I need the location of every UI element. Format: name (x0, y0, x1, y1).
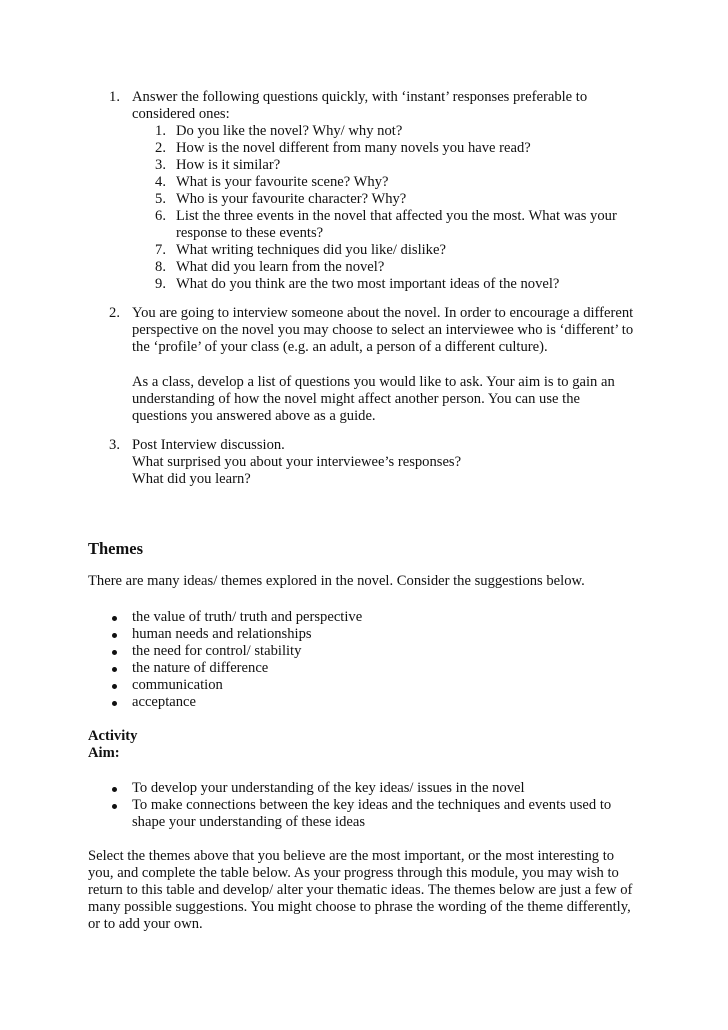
theme-item: the nature of difference (132, 660, 269, 676)
q1-number: 1. (109, 89, 120, 105)
q1-line2: considered ones: (132, 106, 230, 122)
q1-sub-text: What writing techniques did you like/ dislike? (176, 242, 446, 258)
q1-sub-number: 9. (155, 276, 166, 292)
q1-sub-text: Who is your favourite character? Why? (176, 191, 407, 207)
bullet-icon (112, 684, 117, 689)
q3-number: 3. (109, 437, 120, 453)
closing-line: or to add your own. (88, 916, 203, 932)
bullet-icon (112, 650, 117, 655)
q2-line: You are going to interview someone about the novel. In order to encourage a different (132, 305, 634, 321)
q1-sub-text: What is your favourite scene? Why? (176, 174, 389, 190)
q1-sub-number: 2. (155, 140, 166, 156)
q1-sub-text: How is it similar? (176, 157, 281, 173)
bullet-icon (112, 667, 117, 672)
closing-line: return to this table and develop/ alter your thematic ideas. The themes below are just a few of (88, 882, 633, 898)
q1-sub-text: How is the novel different from many novels you have read? (176, 140, 531, 156)
bullet-icon (112, 616, 117, 621)
aim-item: To make connections between the key ideas and the techniques and events used to (132, 797, 612, 813)
q1-sub-number: 6. (155, 208, 166, 224)
theme-item: the need for control/ stability (132, 643, 302, 659)
closing-line: you, and complete the table below. As your progress through this module, you may wish to (88, 865, 619, 881)
activity-label: Activity (88, 728, 138, 744)
q1-line1: Answer the following questions quickly, with ‘instant’ responses preferable to (132, 89, 588, 105)
q2-number: 2. (109, 305, 120, 321)
q1-sub-text: List the three events in the novel that affected you the most. What was your (176, 208, 617, 224)
theme-item: acceptance (132, 694, 196, 710)
bullet-icon (112, 787, 117, 792)
q2-para2-line: questions you answered above as a guide. (132, 408, 376, 424)
q3-line: What did you learn? (132, 471, 251, 487)
q1-sub-number: 5. (155, 191, 166, 207)
q1-sub-number: 8. (155, 259, 166, 275)
q2-line: the ‘profile’ of your class (e.g. an adult, a person of a different culture). (132, 339, 548, 355)
theme-item: human needs and relationships (132, 626, 312, 642)
q1-sub-number: 1. (155, 123, 166, 139)
aim-item-continued: shape your understanding of these ideas (132, 814, 366, 830)
theme-item: the value of truth/ truth and perspective (132, 609, 363, 625)
q2-para2-line: understanding of how the novel might affect another person. You can use the (132, 391, 580, 407)
q1-sub-text: Do you like the novel? Why/ why not? (176, 123, 403, 139)
aim-label: Aim: (88, 745, 120, 761)
q2-line: perspective on the novel you may choose to select an interviewee who is ‘different’ to (132, 322, 634, 338)
bullet-icon (112, 701, 117, 706)
theme-item: communication (132, 677, 223, 693)
q3-line: What surprised you about your interviewee’s responses? (132, 454, 462, 470)
q1-sub-number: 3. (155, 157, 166, 173)
q1-sub-number: 4. (155, 174, 166, 190)
q3-line: Post Interview discussion. (132, 437, 285, 453)
themes-intro: There are many ideas/ themes explored in the novel. Consider the suggestions below. (88, 573, 585, 589)
closing-line: Select the themes above that you believe are the most important, or the most interesting to (88, 848, 615, 864)
bullet-icon (112, 633, 117, 638)
themes-heading: Themes (88, 539, 143, 558)
aim-item: To develop your understanding of the key ideas/ issues in the novel (132, 780, 525, 796)
q1-sub-text: What do you think are the two most important ideas of the novel? (176, 276, 560, 292)
q1-sub-text: What did you learn from the novel? (176, 259, 385, 275)
q1-sub-number: 7. (155, 242, 166, 258)
q2-para2-line: As a class, develop a list of questions you would like to ask. Your aim is to gain an (132, 374, 615, 390)
bullet-icon (112, 804, 117, 809)
closing-line: many possible suggestions. You might choose to phrase the wording of the theme differently, (88, 899, 631, 915)
q1-sub-text-continued: response to these events? (176, 225, 324, 241)
